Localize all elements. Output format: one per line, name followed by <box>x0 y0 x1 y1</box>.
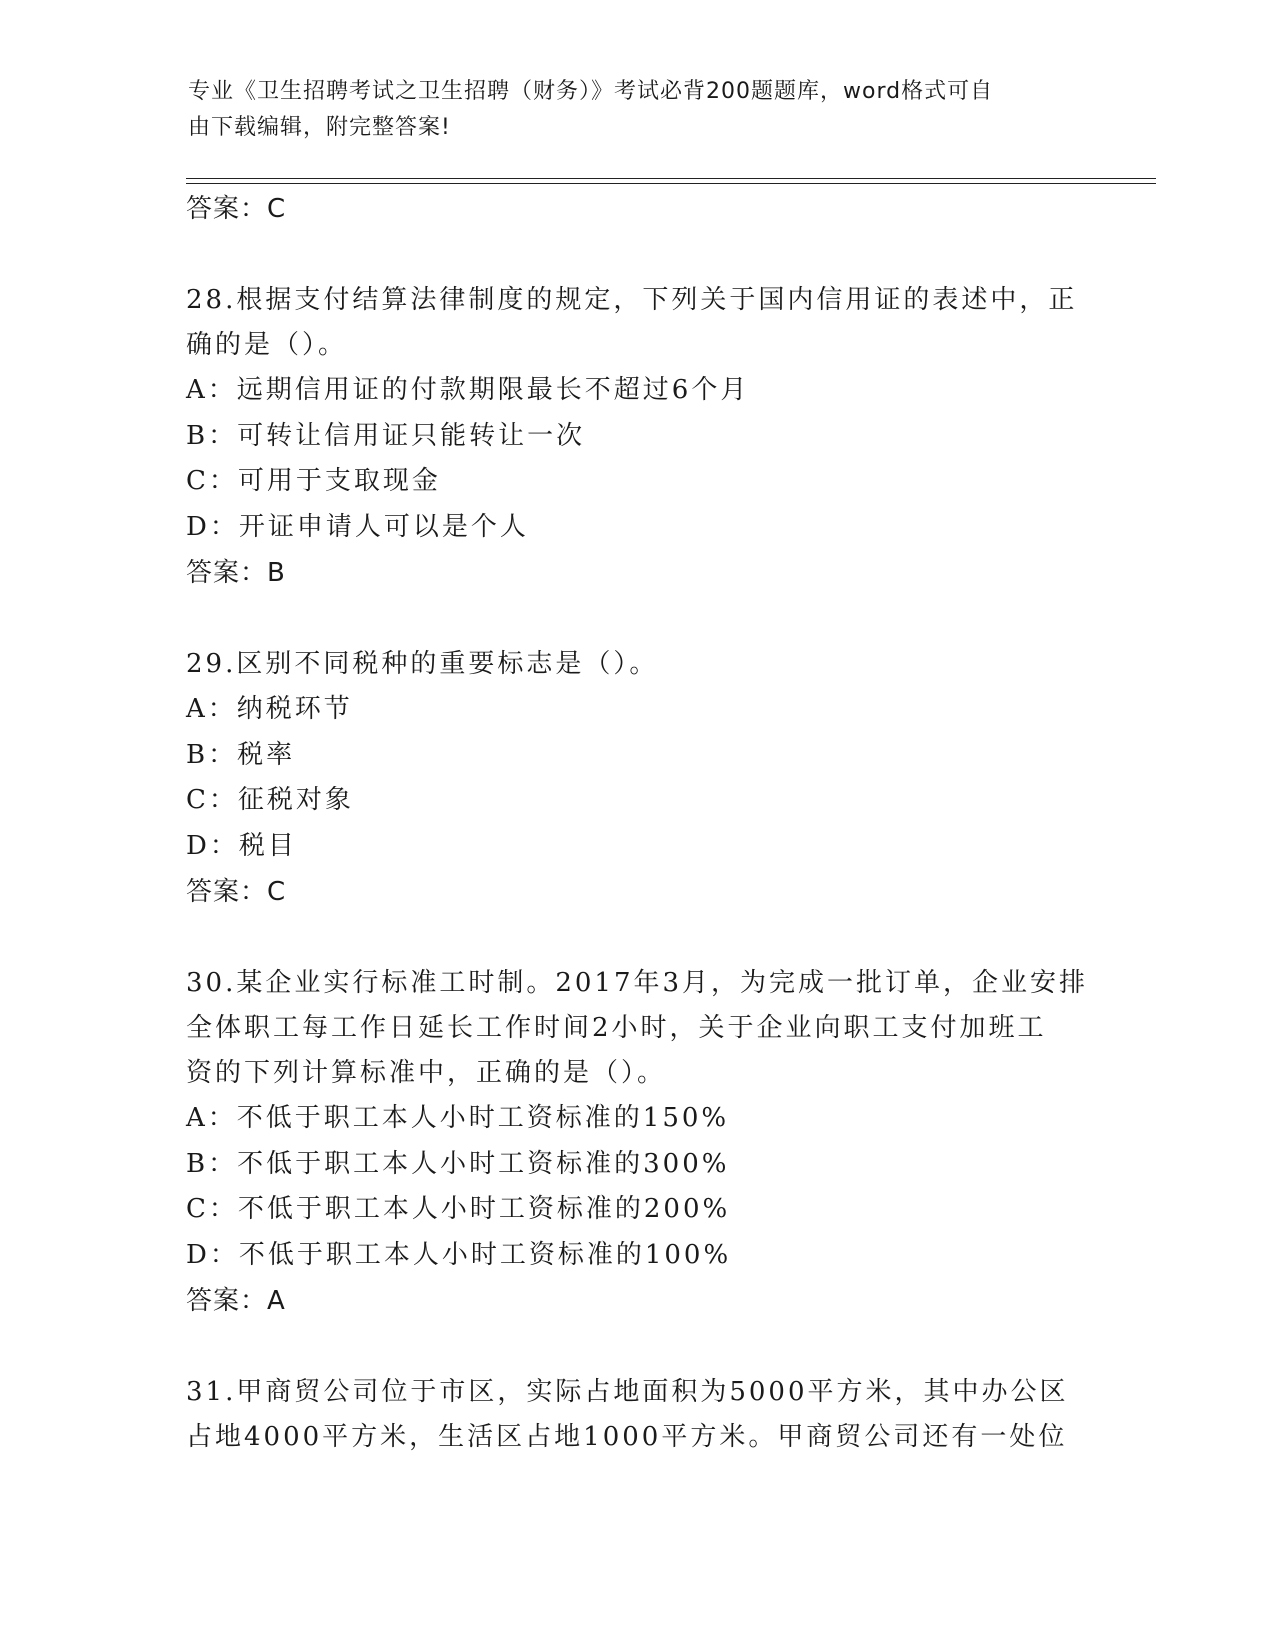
document-header <box>188 74 1068 146</box>
question-stem-line: 资的下列计算标准中，正确的是（）。 <box>186 1058 667 1088</box>
answer-line: 答案：A <box>186 1286 286 1316</box>
question-28 <box>186 278 1086 596</box>
option-a: A：不低于职工本人小时工资标准的150% <box>186 1103 730 1133</box>
option-d: D：不低于职工本人小时工资标准的100% <box>186 1239 732 1270</box>
option-c: C：不低于职工本人小时工资标准的200% <box>186 1194 731 1224</box>
question-spacer <box>186 596 1086 642</box>
question-list <box>186 186 1089 1460</box>
question-31 <box>186 1370 1086 1460</box>
header-line-2: 由下载编辑，附完整答案! <box>188 115 451 140</box>
question-stem-line: 29.区别不同税种的重要标志是（）。 <box>186 649 659 679</box>
question-30 <box>186 961 1089 1324</box>
option-a: A：远期信用证的付款期限最长不超过6个月 <box>186 375 750 405</box>
header-line-1: 专业《卫生招聘考试之卫生招聘（财务）》考试必背200题题库，word格式可自 <box>188 79 994 104</box>
option-a: A：纳税环节 <box>186 694 353 724</box>
header-divider-top <box>186 178 1156 179</box>
question-stem-line: 占地4000平方米，生活区占地1000平方米。甲商贸公司还有一处位 <box>186 1422 1068 1452</box>
option-c: C：征税对象 <box>186 785 354 815</box>
question-stem-line: 30.某企业实行标准工时制。2017年3月，为完成一批订单，企业安排 <box>186 968 1089 998</box>
question-stem-line: 31.甲商贸公司位于市区，实际占地面积为5000平方米，其中办公区 <box>186 1377 1069 1407</box>
header-divider-bottom <box>186 183 1156 184</box>
option-b: B：可转让信用证只能转让一次 <box>186 420 586 451</box>
answer-line: 答案：B <box>186 558 286 588</box>
answer-line: 答案：C <box>186 194 287 224</box>
question-stem-line: 28.根据支付结算法律制度的规定，下列关于国内信用证的表述中，正 <box>186 285 1078 315</box>
question-stem-line: 确的是（）。 <box>186 330 348 360</box>
answer-line: 答案：C <box>186 877 287 907</box>
question-spacer <box>186 1324 1086 1370</box>
option-c: C：可用于支取现金 <box>186 466 441 496</box>
option-d: D：税目 <box>186 830 297 861</box>
question-spacer <box>186 232 1086 278</box>
question-spacer <box>186 915 1086 961</box>
option-b: B：税率 <box>186 739 296 770</box>
question-29 <box>186 642 1086 915</box>
option-d: D：开证申请人可以是个人 <box>186 511 529 542</box>
question-stem-line: 全体职工每工作日延长工作时间2小时，关于企业向职工支付加班工 <box>186 1013 1047 1043</box>
option-b: B：不低于职工本人小时工资标准的300% <box>186 1148 730 1179</box>
